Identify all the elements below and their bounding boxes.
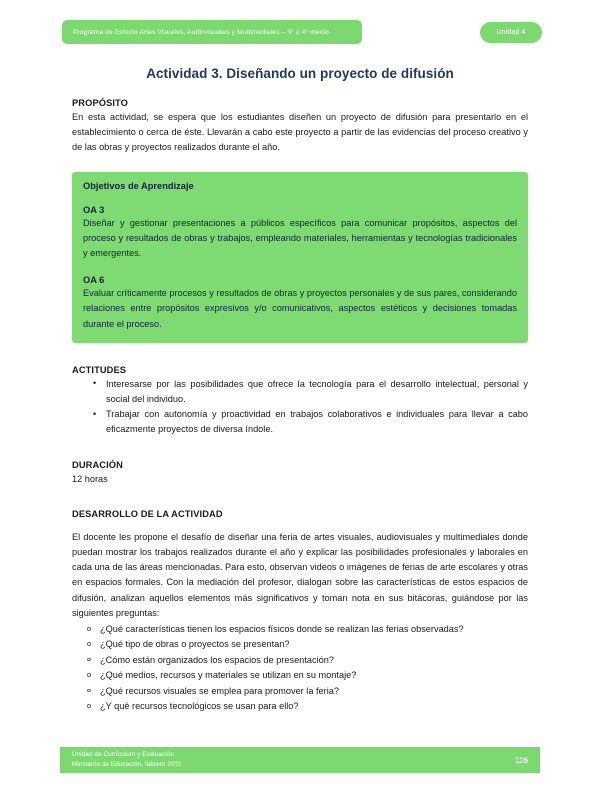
spacer <box>72 521 528 530</box>
objetivos-aprendizaje-box <box>72 172 528 343</box>
unit-badge-label: Unidad 4 <box>496 29 526 36</box>
section-duracion <box>72 460 528 487</box>
actitudes-list <box>72 377 528 438</box>
header-program-text: Programa de Estudio Artes Visuales, Audiovisuales y Multimediales – 3° o 4° medio <box>73 28 329 36</box>
desarrollo-paragraph: El docente les propone el desafío de diseñar una feria de artes visuales, audiovisuales y multimediales donde puedan mostrar los trabajos realizados durante el año y explicar las posibilidades profesionales y laborales en cada una de las áreas mencionadas. Para esto, observan videos o imágenes de ferias de arte escolares y otras en espacios formales. Con la mediación del profesor, dialogan sobre las características de estos espacios de difusión, analizan aquellos elementos más significativos y toman nota en sus bitácoras, guiándose por las siguientes preguntas: <box>72 531 528 618</box>
page-header <box>0 20 600 46</box>
desarrollo-questions-list <box>72 622 528 714</box>
spacer <box>72 156 528 172</box>
section-proposito <box>72 98 528 156</box>
list-item: ¿Qué recursos visuales se emplea para promover la feria? <box>100 684 528 699</box>
objetivo-code: OA 3 <box>83 204 105 215</box>
spacer <box>72 438 528 460</box>
section-desarrollo <box>72 509 528 715</box>
proposito-heading: PROPÓSITO <box>72 98 129 108</box>
footer-credits <box>72 750 182 769</box>
objetivo-code: OA 6 <box>83 275 105 286</box>
document-content <box>72 98 528 715</box>
desarrollo-heading: DESARROLLO DE LA ACTIVIDAD <box>72 508 223 519</box>
objetivo-text: Evaluar críticamente procesos y resultados de obras y proyectos personales y de sus pares, considerando relaciones entre propósitos expresivos y/o comunicativos, aspectos estéticos y decisiones tomadas durante el proceso. <box>83 288 517 329</box>
footer-line-1: Unidad de Currículum y Evaluación <box>72 751 174 759</box>
header-program-banner <box>62 20 362 44</box>
list-item: • Interesarse por las posibilidades que ofrece la tecnología para el desarrollo intelectual, personal y social del individuo. <box>106 377 528 407</box>
list-item: ¿Qué tipo de obras o proyectos se presentan? <box>100 637 528 652</box>
page-footer <box>60 747 540 773</box>
spacer <box>72 343 528 365</box>
list-item: ¿Y qué recursos tecnológicos se usan para ello? <box>100 699 528 714</box>
list-item: ¿Cómo están organizados los espacios de presentación? <box>100 653 528 668</box>
objetivos-box-title: Objetivos de Aprendizaje <box>83 180 194 191</box>
list-item: • Trabajar con autonomía y proactividad en trabajos colaborativos e individuales para llevar a cabo eficazmente proyectos de diversa índole. <box>106 407 528 437</box>
objetivo-item <box>83 275 517 332</box>
proposito-text: En esta actividad, se espera que los estudiantes diseñen un proyecto de difusión para presentarlo en el establecimiento o cerca de éste. Llevarán a cabo este proyecto a partir de las evidencias del proceso creativo y de las obras y proyectos realizados durante el año. <box>72 112 528 153</box>
spacer <box>72 487 528 509</box>
objetivo-item <box>83 205 517 262</box>
page-title: Actividad 3. Diseñando un proyecto de difusión <box>146 66 454 81</box>
list-item: ¿Qué medios, recursos y materiales se utilizan en su montaje? <box>100 668 528 683</box>
list-item: ¿Qué características tienen los espacios físicos donde se realizan las ferias observadas? <box>100 622 528 637</box>
duracion-heading: DURACIÓN <box>72 459 123 470</box>
section-actitudes <box>72 365 528 438</box>
page-number: 116 <box>515 755 528 765</box>
objetivo-text: Diseñar y gestionar presentaciones a públicos específicos para comunicar propósitos, aspectos del proceso y resultados de obras y trabajos, empleando materiales, herramientas y tecnologías tradicionales y emergentes. <box>83 217 517 259</box>
duracion-value: 12 horas <box>72 473 108 484</box>
unit-badge <box>480 22 542 43</box>
footer-line-2: Ministerio de Educación, febrero 2021 <box>72 761 182 768</box>
actitudes-heading: ACTITUDES <box>72 364 127 375</box>
